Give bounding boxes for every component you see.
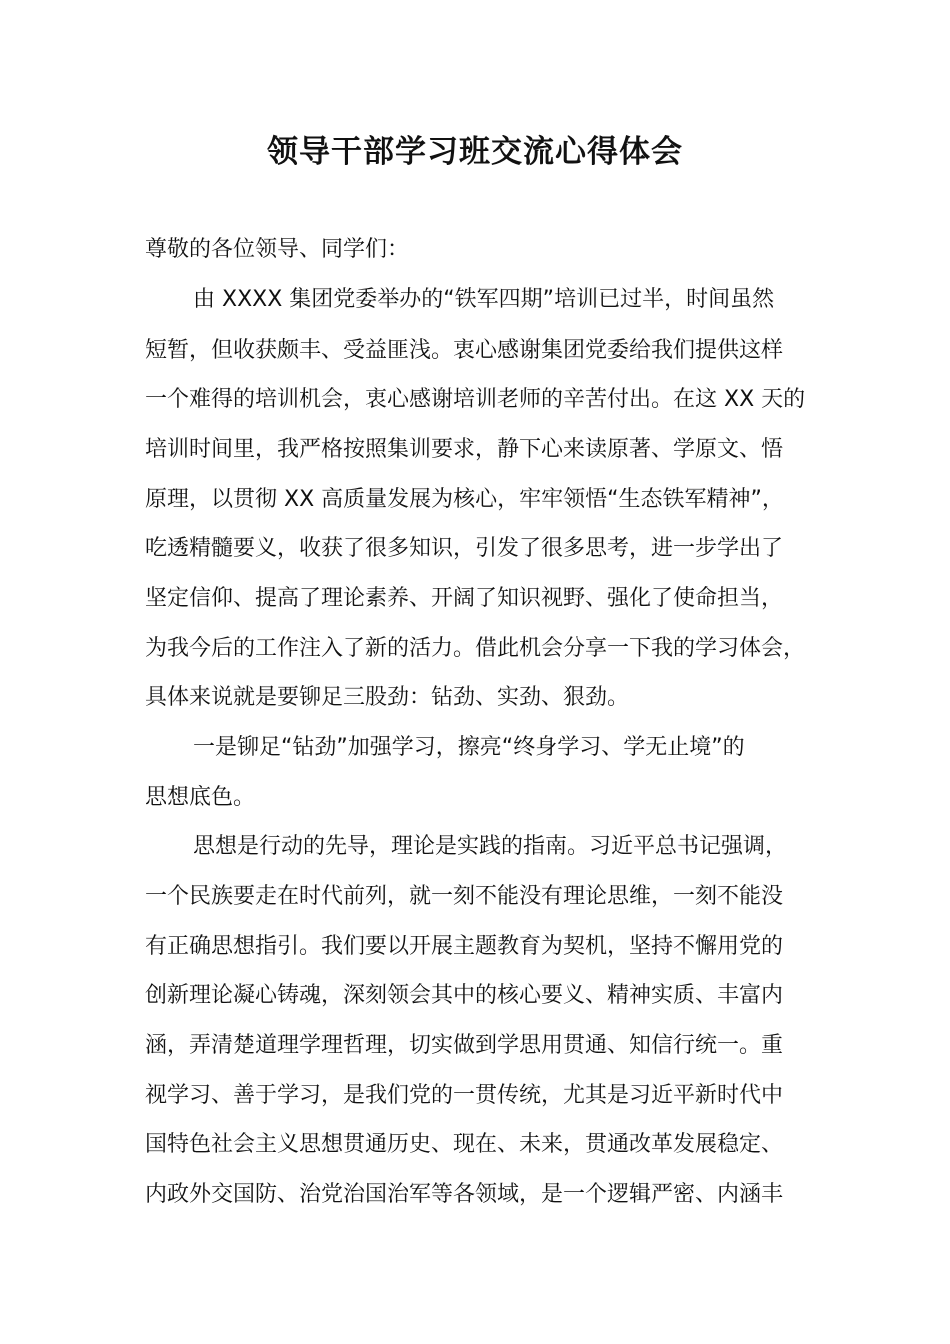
paragraph-line: 国特色社会主义思想贯通历史、现在、未来，贯通改革发展稳定、: [145, 1132, 784, 1157]
paragraph-line: 涵，弄清楚道理学理哲理，切实做到学思用贯通、知信行统一。重: [145, 1033, 784, 1058]
paragraph-line: 一个难得的培训机会，衷心感谢培训老师的辛苦付出。在这 XX 天的: [145, 387, 806, 412]
paragraph-line: 短暂，但收获颇丰、受益匪浅。衷心感谢集团党委给我们提供这样: [145, 338, 784, 363]
paragraph-line: 具体来说就是要铆足三股劲：钻劲、实劲、狠劲。: [145, 685, 630, 710]
paragraph-line: 创新理论凝心铸魂，深刻领会其中的核心要义、精神实质、丰富内: [145, 983, 784, 1008]
paragraph-line: 思想是行动的先导，理论是实践的指南。习近平总书记强调，: [193, 834, 788, 859]
paragraph-line: 为我今后的工作注入了新的活力。借此机会分享一下我的学习体会，: [145, 636, 806, 661]
paragraph-line: 坚定信仰、提高了理论素养、开阔了知识视野、强化了使命担当，: [145, 586, 784, 611]
salutation-line: 尊敬的各位领导、同学们：: [145, 237, 410, 262]
paragraph-line: 吃透精髓要义，收获了很多知识，引发了很多思考，进一步学出了: [145, 536, 784, 561]
paragraph-line: 培训时间里，我严格按照集训要求，静下心来读原著、学原文、悟: [145, 437, 784, 462]
paragraph-line: 原理，以贯彻 XX 高质量发展为核心，牢牢领悟“生态铁军精神”，: [145, 487, 784, 512]
document-title: 领导干部学习班交流心得体会: [267, 134, 683, 170]
paragraph-line: 一个民族要走在时代前列，就一刻不能没有理论思维，一刻不能没: [145, 884, 784, 909]
section-heading-line: 思想底色。: [145, 785, 256, 810]
paragraph-line: 视学习、善于学习，是我们党的一贯传统，尤其是习近平新时代中: [145, 1083, 784, 1108]
paragraph-line: 有正确思想指引。我们要以开展主题教育为契机，坚持不懈用党的: [145, 934, 784, 959]
paragraph-line: 内政外交国防、治党治国治军等各领域，是一个逻辑严密、内涵丰: [145, 1182, 784, 1207]
paragraph-line: 由 XXXX 集团党委举办的“铁军四期”培训已过半，时间虽然: [193, 287, 775, 312]
section-heading-line: 一是铆足“钻劲”加强学习，擦亮“终身学习、学无止境”的: [193, 735, 745, 760]
